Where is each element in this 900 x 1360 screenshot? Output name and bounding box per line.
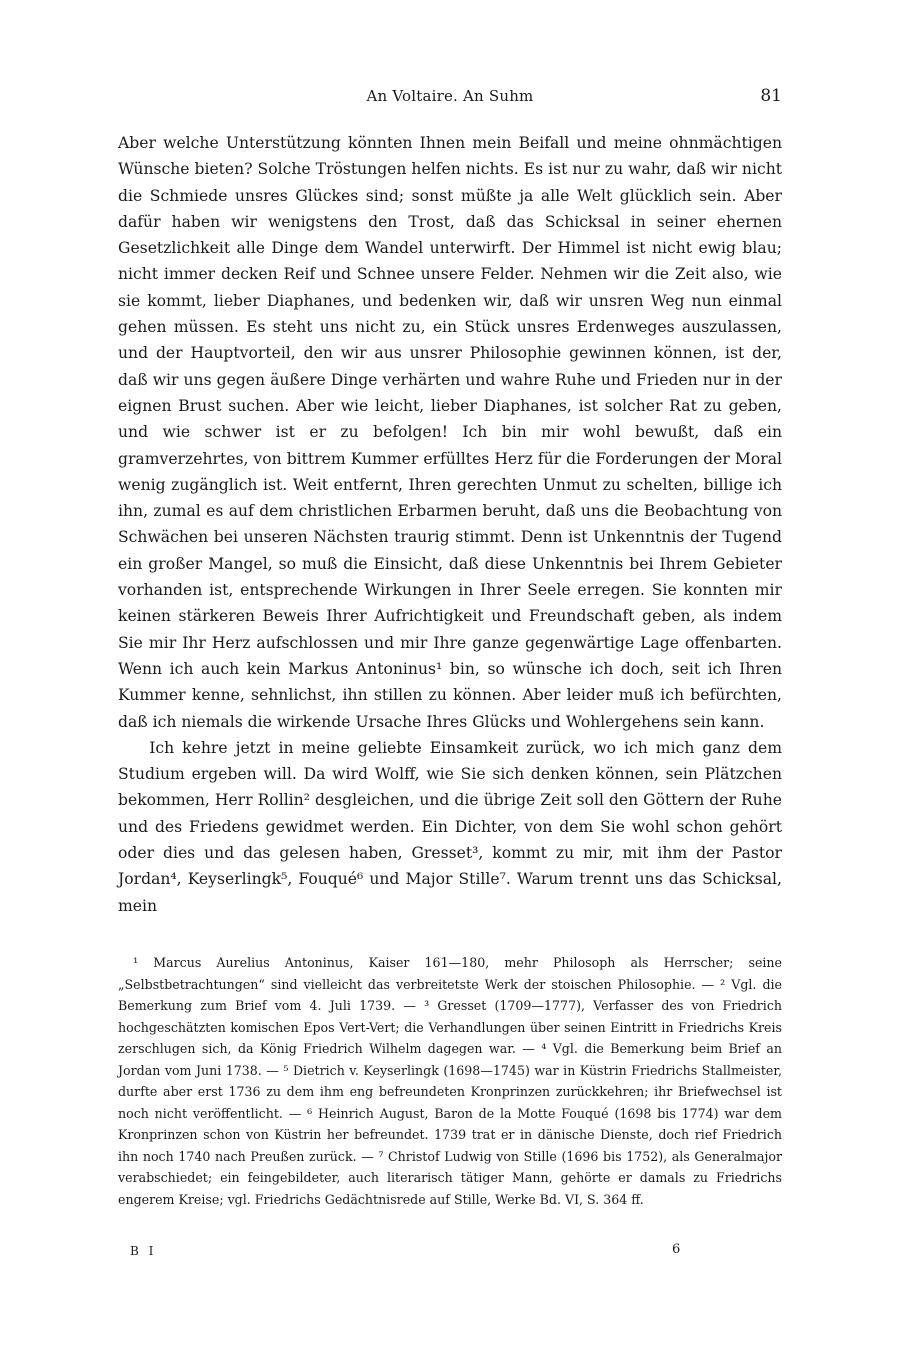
page-number: 81 — [760, 86, 782, 106]
body-text — [118, 130, 782, 919]
running-title: An Voltaire. An Suhm — [366, 87, 534, 105]
footnotes — [118, 952, 782, 1210]
paragraph: Ich kehre jetzt in meine geliebte Einsamkeit zurück, wo ich mich ganz dem Studium ergeben will. Da wird Wolff, wie Sie sich denken können, sein Plätzchen bekommen, Herr Rollin² desgleichen, und die übrige Zeit soll den Göttern der Ruhe und des Friedens gewidmet werden. Ein Dichter, von dem Sie wohl schon gehört oder dies und das gelesen haben, Gresset³, kommt zu mir, mit ihm der Pastor Jordan⁴, Keyserlingk⁵, Fouqué⁶ und Major Stille⁷. Warum trennt uns das Schicksal, mein — [118, 738, 782, 915]
running-head — [118, 84, 782, 108]
sheet-number: 6 — [672, 1242, 681, 1257]
printer-signature: B I — [130, 1244, 157, 1258]
footnote-text: ¹ Marcus Aurelius Antoninus, Kaiser 161—180, mehr Philosoph als Herrscher; seine „Selbstbetrachtungen“ sind vielleicht das verbreitetste Werk der stoischen Philosophie. — ² Vgl. die Bemerkung zum Brief vom 4. Juli 1739. — ³ Gresset (1709—1777), Verfasser des von Friedrich hochgeschätzten komischen Epos Vert-Vert; die Verhandlungen über seinen Eintritt in Friedrichs Kreis zerschlugen sich, da König Friedrich Wilhelm dagegen war. — ⁴ Vgl. die Bemerkung beim Brief an Jordan vom Juni 1738. — ⁵ Dietrich v. Keyserlingk (1698—1745) war in Küstrin Friedrichs Stallmeister, durfte aber erst 1736 zu dem ihm eng befreundeten Kronprinzen zurückkehren; ihr Briefwechsel ist noch nicht veröffentlicht. — ⁶ Heinrich August, Baron de la Motte Fouqué (1698 bis 1774) war dem Kronprinzen schon von Küstrin her befreundet. 1739 trat er in dänische Dienste, doch rief Friedrich ihn noch 1740 nach Preußen zurück. — ⁷ Christof Ludwig von Stille (1696 bis 1752), als Generalmajor verabschiedet; ein feingebildeter, auch literarisch tätiger Mann, gehörte er damals zu Friedrichs engerem Kreise; vgl. Friedrichs Gedächtnisrede auf Stille, Werke Bd. VI, S. 364 ff. — [118, 955, 782, 1207]
paragraph: Aber welche Unterstützung könnten Ihnen mein Beifall und meine ohnmächtigen Wünsche bieten? Solche Tröstungen helfen nichts. Es ist nur zu wahr, daß wir nicht die Schmiede unsres Glückes sind; sonst müßte ja alle Welt glücklich sein. Aber dafür haben wir wenigstens den Trost, daß das Schicksal in seiner ehernen Gesetzlichkeit alle Dinge dem Wandel unterwirft. Der Himmel ist nicht ewig blau; nicht immer decken Reif und Schnee unsere Felder. Nehmen wir die Zeit also, wie sie kommt, lieber Diaphanes, und bedenken wir, daß wir unsren Weg nun einmal gehen müssen. Es steht uns nicht zu, ein Stück unsres Erdenweges auszulassen, und der Hauptvorteil, den wir aus unsrer Philosophie gewinnen können, ist der, daß wir uns gegen äußere Dinge verhärten und wahre Ruhe und Frieden nur in der eignen Brust suchen. Aber wie leicht, lieber Diaphanes, ist solcher Rat zu geben, und wie schwer ist er zu befolgen! Ich bin mir wohl bewußt, daß ein gramverzehrtes, von bittrem Kummer erfülltes Herz für die Forderungen der Moral wenig zugänglich ist. Weit entfernt, Ihren gerechten Unmut zu schelten, billige ich ihn, zumal es auf dem christlichen Erbarmen beruht, daß uns die Beobachtung von Schwächen bei unseren Nächsten traurig stimmt. Denn ist Unkenntnis der Tugend ein großer Mangel, so muß die Einsicht, daß diese Unkenntnis bei Ihrem Gebieter vorhanden ist, entsprechende Wirkungen in Ihrer Seele erregen. Sie konnten mir keinen stärkeren Beweis Ihrer Aufrichtigkeit und Freundschaft geben, als indem Sie mir Ihr Herz aufschlossen und mir Ihre ganze gegenwärtige Lage offenbarten. Wenn ich auch kein Markus Antoninus¹ bin, so wünsche ich doch, seit ich Ihren Kummer kenne, sehnlichst, ihn stillen zu können. Aber leider muß ich befürchten, daß ich niemals die wirkende Ursache Ihres Glücks und Wohlergehens sein kann. — [118, 134, 782, 731]
